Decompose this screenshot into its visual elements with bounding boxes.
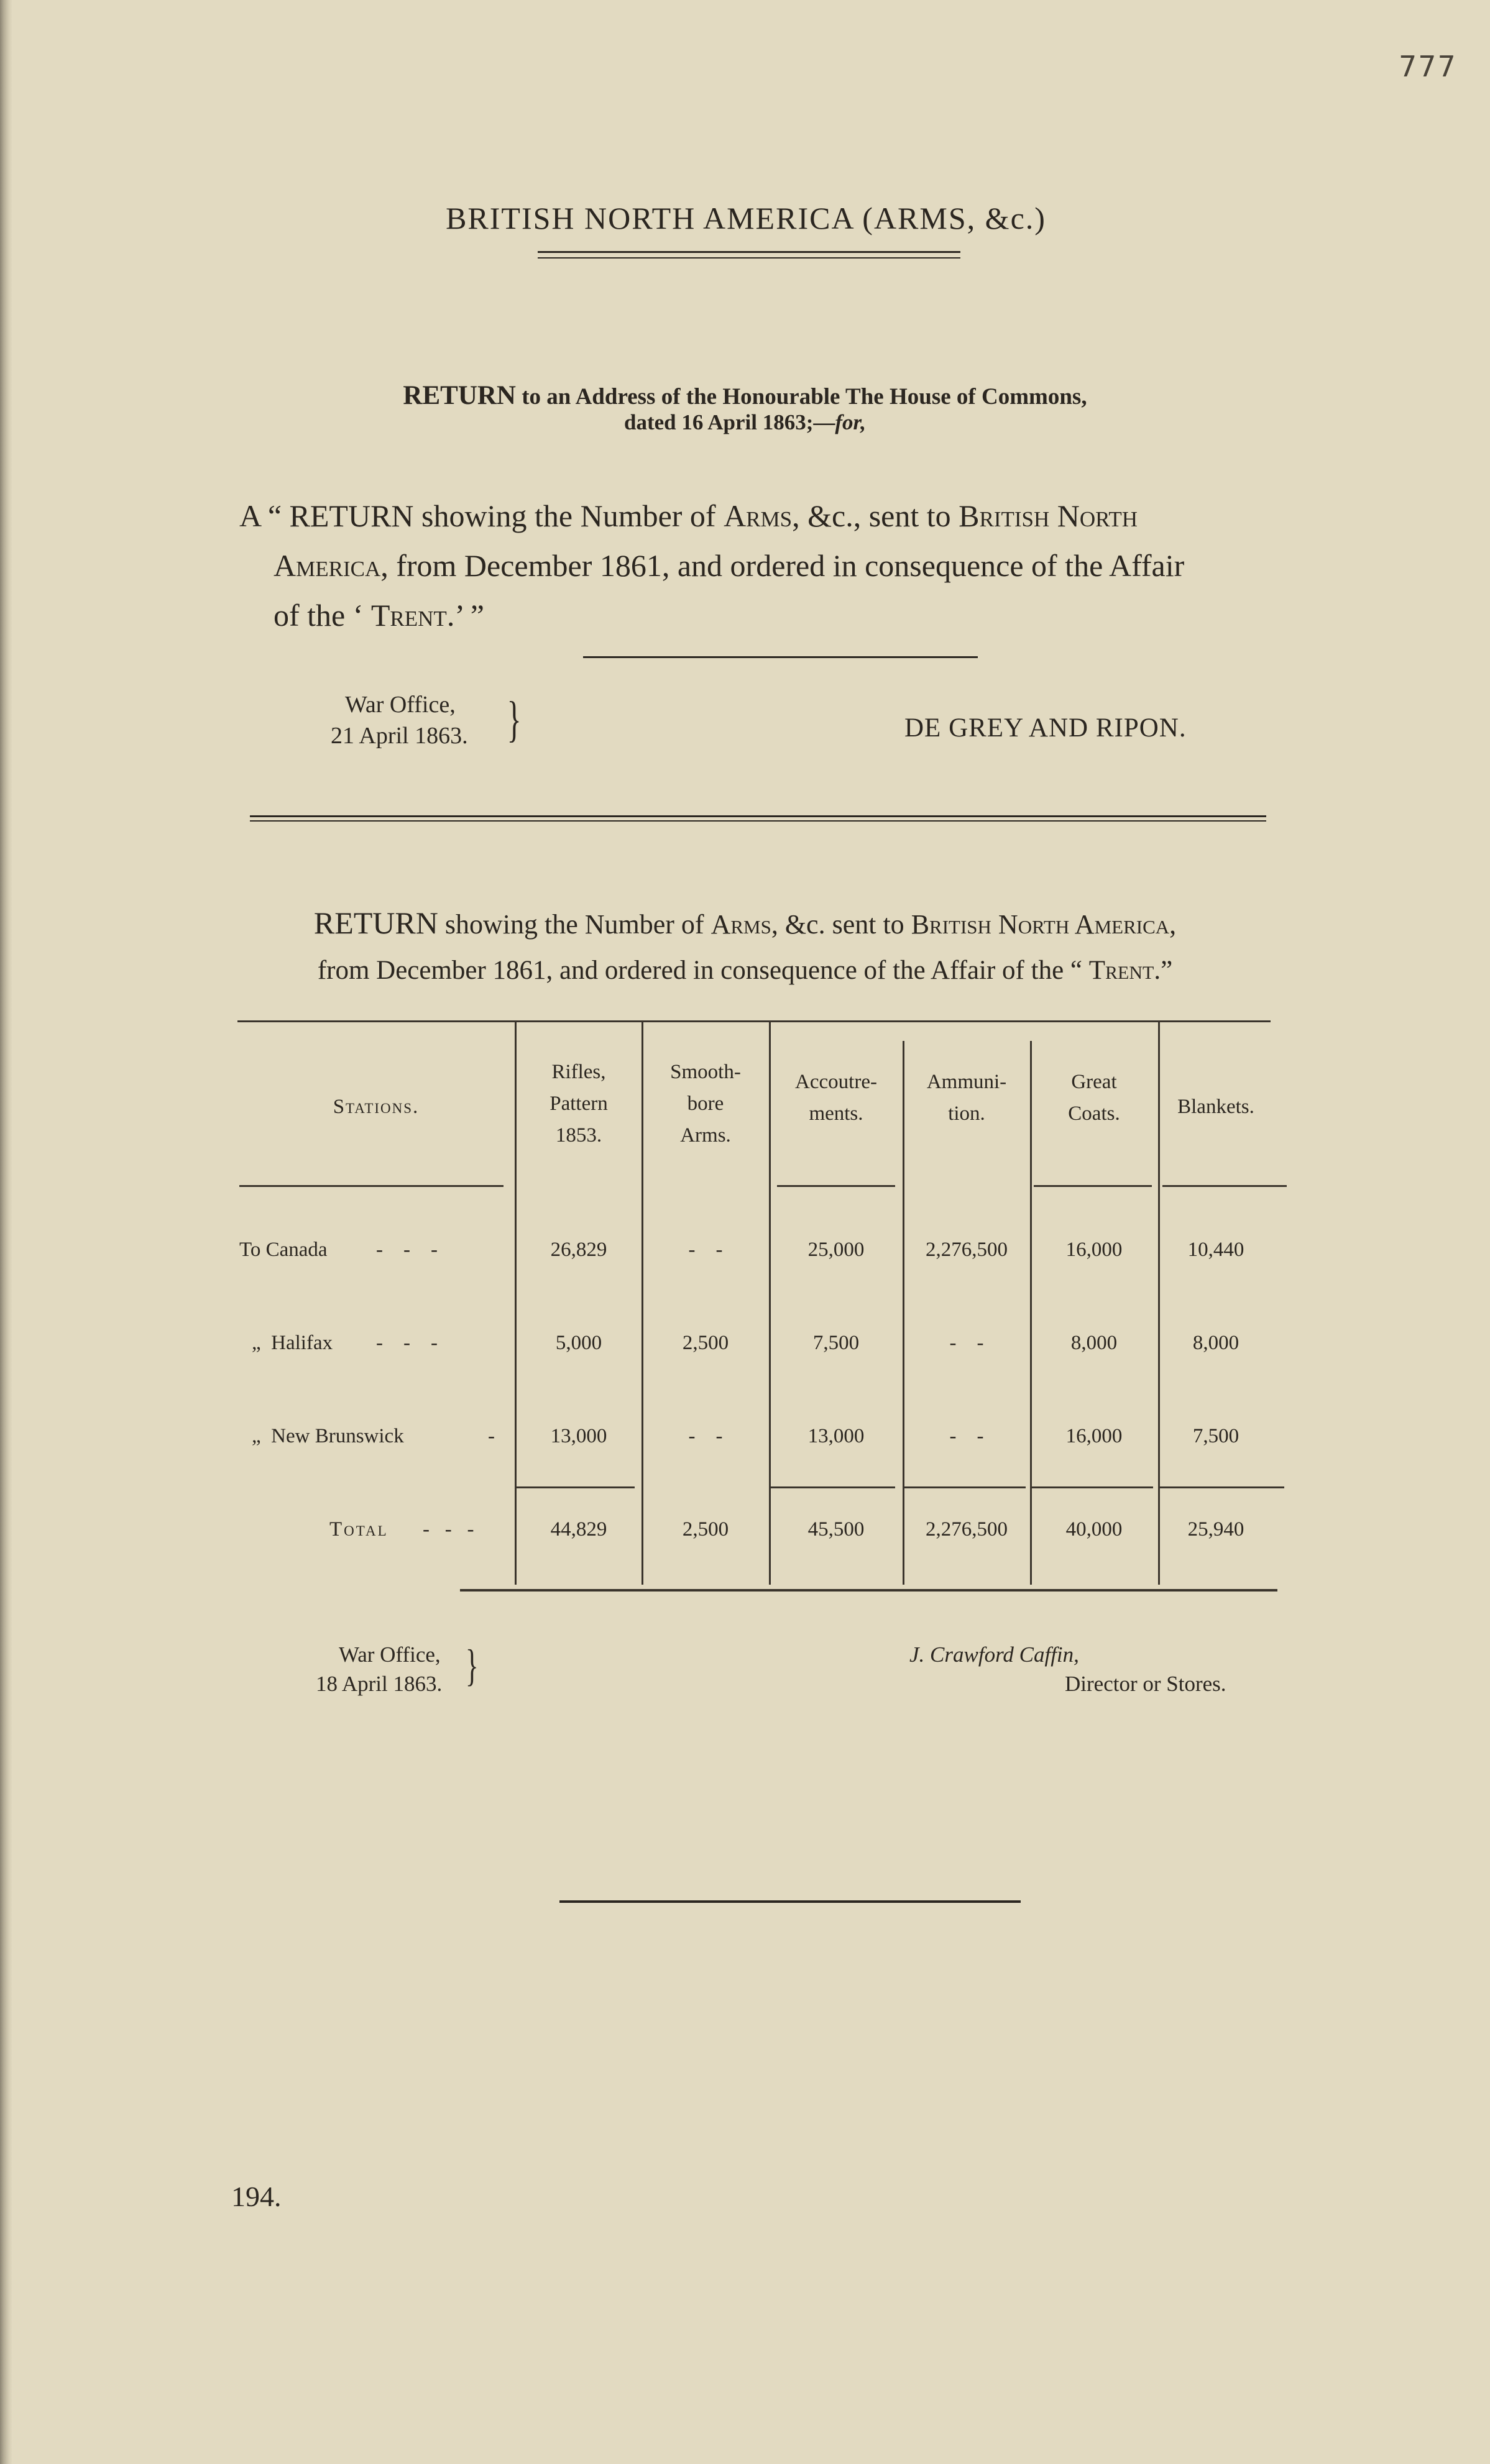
header-blankets: Blankets. — [1177, 1096, 1254, 1118]
signature-name: J. Crawford Caffin, — [909, 1642, 1079, 1667]
value-greatcoats: 8,000 — [1070, 1332, 1118, 1354]
return-subtitle: from December 1861, and ordered in consequence of the Affair of the “ Trent.” — [317, 956, 1173, 985]
header-bottom-rule — [1162, 1185, 1287, 1187]
header-bottom-rule — [777, 1185, 895, 1187]
total-top-rule — [517, 1486, 635, 1488]
dateline-place: War Office, — [339, 1642, 441, 1667]
value-smoothbore: 2,500 — [682, 1332, 729, 1354]
value-rifles: 5,000 — [555, 1332, 602, 1354]
dateline-date: 18 April 1863. — [316, 1672, 443, 1696]
intro-line-1: RETURN to an Address of the Honourable The House of Commons, — [403, 381, 1087, 410]
value-smoothbore: - - — [688, 1425, 723, 1447]
intro-line-2: dated 16 April 1863;—for, — [624, 410, 866, 434]
page-binding-edge — [0, 0, 12, 2464]
total-label: Total — [329, 1518, 389, 1541]
dateline-date: 21 April 1863. — [331, 723, 468, 749]
station-name: „ Halifax — [252, 1332, 333, 1354]
header-bottom-rule — [1034, 1185, 1152, 1187]
value-smoothbore: - - — [688, 1239, 723, 1261]
value-rifles: 13,000 — [550, 1425, 607, 1447]
value-greatcoats: 16,000 — [1065, 1239, 1123, 1261]
title-rule-top — [538, 251, 960, 253]
main-title: BRITISH NORTH AMERICA (ARMS, &c.) — [446, 201, 1046, 236]
station-dashes: - - - — [376, 1239, 438, 1261]
footer-number: 194. — [231, 2181, 282, 2212]
return-title: RETURN showing the Number of Arms, &c. sent to British North America, — [313, 905, 1177, 940]
total-top-rule — [771, 1486, 895, 1488]
request-text: A “ RETURN showing the Number of Arms, &c., sent to British North America, from December 1861, and ordered in consequence of the Affair of the ‘ Trent.’ ” — [239, 498, 1185, 633]
value-accoutrements: 25,000 — [807, 1239, 865, 1261]
total-greatcoats: 40,000 — [1065, 1518, 1123, 1541]
title-rule-bottom — [538, 257, 960, 259]
page-number: 777 — [1399, 50, 1457, 83]
station-name: To Canada — [239, 1239, 328, 1261]
value-accoutrements: 13,000 — [807, 1425, 865, 1447]
table-bottom-rule — [460, 1589, 1277, 1592]
section-rule-bottom — [250, 820, 1266, 822]
header-bottom-rule — [239, 1185, 504, 1187]
value-blankets: 7,500 — [1192, 1425, 1239, 1447]
value-ammunition: - - — [949, 1425, 984, 1447]
total-ammunition: 2,276,500 — [926, 1518, 1008, 1541]
total-blankets: 25,940 — [1187, 1518, 1244, 1541]
header-rifles: Rifles, Pattern 1853. — [550, 1061, 608, 1147]
header-stations: Stations. — [333, 1096, 420, 1118]
table-top-rule — [237, 1020, 1271, 1022]
section-rule-top — [250, 815, 1266, 817]
station-dashes: - — [488, 1425, 495, 1447]
request-rule — [583, 656, 978, 658]
signature-title: Director or Stores. — [1065, 1672, 1226, 1696]
total-top-rule — [904, 1486, 1026, 1488]
header-accoutrements: Accoutre- ments. — [795, 1071, 877, 1125]
value-accoutrements: 7,500 — [812, 1332, 860, 1354]
total-smoothbore: 2,500 — [682, 1518, 729, 1541]
total-rifles: 44,829 — [550, 1518, 607, 1541]
total-dashes: - - - — [423, 1518, 474, 1541]
header-smoothbore: Smooth- bore Arms. — [670, 1061, 741, 1147]
closing-rule — [559, 1900, 1021, 1903]
value-greatcoats: 16,000 — [1065, 1425, 1123, 1447]
total-top-rule — [1032, 1486, 1153, 1488]
value-blankets: 10,440 — [1187, 1239, 1244, 1261]
total-accoutrements: 45,500 — [807, 1518, 865, 1541]
value-blankets: 8,000 — [1192, 1332, 1239, 1354]
dateline-brace: } — [465, 1641, 479, 1690]
dateline-brace: } — [507, 692, 522, 747]
value-ammunition: 2,276,500 — [926, 1239, 1008, 1261]
station-dashes: - - - — [376, 1332, 438, 1354]
signatory: DE GREY AND RIPON. — [904, 713, 1187, 743]
value-ammunition: - - — [949, 1332, 984, 1354]
station-name: „ New Brunswick — [252, 1425, 404, 1447]
value-rifles: 26,829 — [550, 1239, 607, 1261]
total-top-rule — [1160, 1486, 1284, 1488]
header-ammunition: Ammuni- tion. — [926, 1071, 1007, 1125]
header-greatcoats: Great Coats. — [1068, 1071, 1120, 1125]
dateline-place: War Office, — [345, 692, 456, 718]
